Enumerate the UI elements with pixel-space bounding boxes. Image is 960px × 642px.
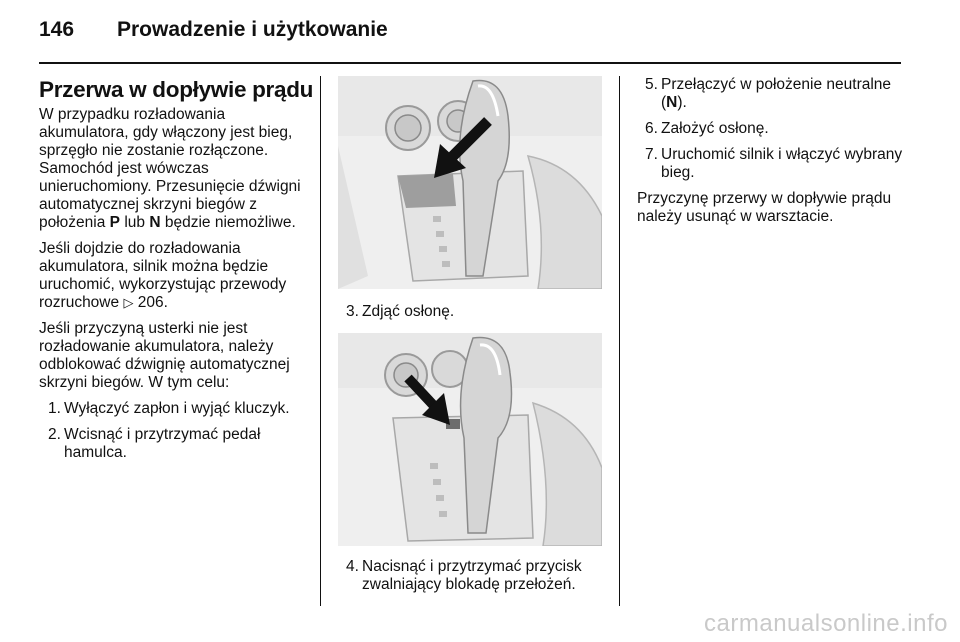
section-title: Prowadzenie i użytkowanie <box>117 18 388 41</box>
list-item: 3. Zdjąć osłonę. <box>346 303 455 320</box>
header-divider <box>39 62 901 64</box>
list-item: 7. Uruchomić silnik i włączyć wybrany bieg. <box>645 146 903 181</box>
list-item: 6. Założyć osłonę. <box>645 120 769 137</box>
page-number: 146 <box>39 18 75 41</box>
closing-paragraph: Przyczynę przerwy w dopływie prądu należy usunąć w warsztacie. <box>637 190 892 225</box>
steps-list-2a <box>338 303 603 321</box>
column-3 <box>637 76 907 234</box>
list-item: 2. Wcisnąć i przytrzymać pedał hamulca. <box>48 426 261 461</box>
arrow-reference-icon: ▷ <box>123 295 134 310</box>
page-header <box>39 18 388 46</box>
steps-list-2b <box>338 558 603 594</box>
paragraph-jump-start: Jeśli dojdzie do rozładowania akumulatora, silnik można będzie uruchomić, wykorzystując przewody rozruchowe ▷ 206. <box>39 240 287 311</box>
release-button-illustration <box>338 333 602 546</box>
paragraph-unlock: Jeśli przyczyną usterki nie jest rozładowanie akumulatora, należy odblokować dźwignię automatycznej skrzyni biegów. W tym celu: <box>39 320 290 391</box>
page-reference[interactable]: 206. <box>137 294 168 311</box>
column-2 <box>338 76 603 602</box>
steps-list-3 <box>637 76 907 182</box>
list-item: 1. Wyłączyć zapłon i wyjąć kluczyk. <box>48 400 290 417</box>
list-item: 4. Nacisnąć i przytrzymać przycisk zwalniający blokadę przełożeń. <box>346 558 582 593</box>
watermark: carmanualsonline.info <box>704 610 948 637</box>
column-divider-2 <box>619 76 620 606</box>
column-1 <box>39 76 314 470</box>
column-divider-1 <box>320 76 321 606</box>
steps-list-1 <box>39 400 311 462</box>
list-item: 5. Przełączyć w położenie neutralne (N). <box>645 76 892 111</box>
gear-cover-illustration <box>338 76 602 289</box>
paragraph-power-loss: W przypadku rozładowania akumulatora, gdy włączony jest bieg, sprzęgło nie zostanie rozłączone. Samochód jest wówczas unieruchomiony. Przesunięcie dźwigni automatycznej skrzyni biegów z położenia P lub N będzie niemożliwe. <box>39 106 301 231</box>
subsection-heading: Przerwa w dopływie prądu <box>39 77 314 102</box>
